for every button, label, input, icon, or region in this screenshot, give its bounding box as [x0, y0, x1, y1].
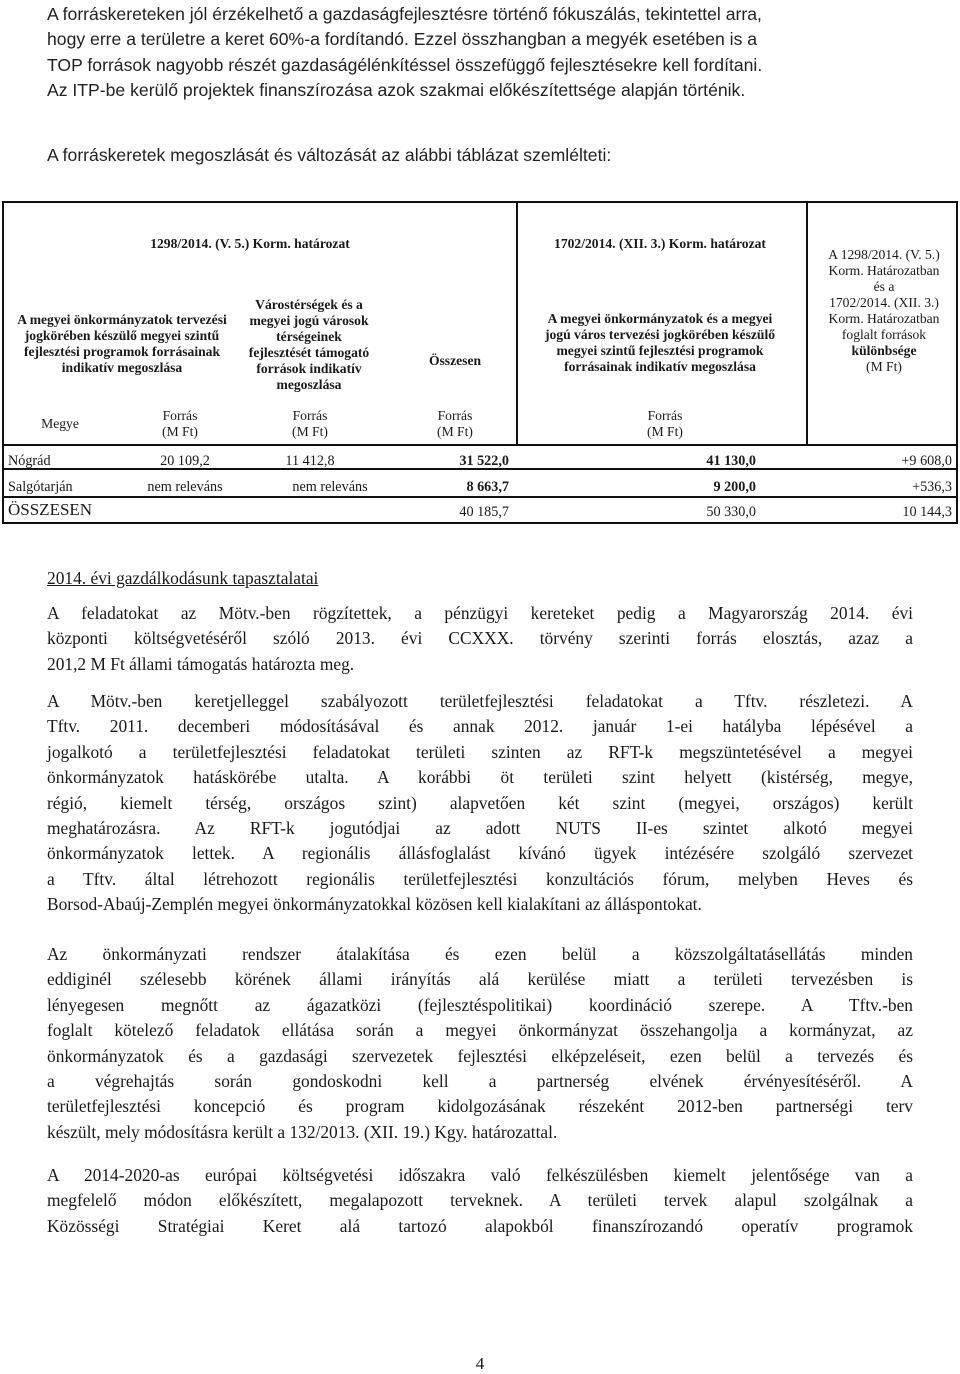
- unit-label: Forrás (M Ft): [437, 408, 473, 439]
- diff-header-line: és a: [873, 279, 895, 294]
- cell-value: nem releváns: [292, 479, 368, 495]
- paragraph-line: készült, mely módosításra került a 132/2013. (XII. 19.) Kgy. határozattal.: [47, 1121, 558, 1142]
- diff-header-line: 1702/2014. (XII. 3.): [829, 295, 939, 310]
- col-header-city-regions: Várostérségek és a megyei jogú városok térségeinek fejlesztését támogató források indikatív megoszlása: [248, 297, 370, 392]
- diff-header-line: (M Ft): [866, 359, 902, 374]
- paragraph-line: 201,2 M Ft állami támogatás határozta meg.: [47, 653, 355, 674]
- paragraph-line: A 2014-2020-as európai költségvetési időszakra való felkészülésben kiemelt jelentősége van a: [47, 1165, 913, 1185]
- cell-value: 20 109,2: [160, 453, 210, 469]
- col-header-county-programs: A megyei önkormányzatok tervezési jogkörében készülő megyei szintű fejlesztési programok forrásainak indikatív megoszlása: [17, 312, 227, 375]
- paragraph-line: önkormányzatok lettek. A regionális állásfoglalást kívánó ügyek intézésére szolgáló szervezet: [47, 843, 913, 864]
- table-border: [516, 201, 518, 445]
- paragraph-line: A Mötv.-ben keretjelleggel szabályozott területfejlesztési feladatokat a Tftv. részletezi. A: [47, 691, 913, 711]
- paragraph-line: Tftv. 2011. decemberi módosításával és annak 2012. január 1-ei hatályba lépésével a: [47, 716, 913, 737]
- paragraph-line: eddiginél szélesebb körének állami irányítás alá kerülése miatt a területi tervezésben is: [47, 969, 913, 990]
- paragraph-line: önkormányzatok hatáskörébe utalta. A korábbi öt területi szint helyett (kistérség, megye,: [47, 767, 913, 788]
- diff-header-line: foglalt források: [841, 327, 927, 342]
- paragraph-line: A feladatokat az Mötv.-ben rögzítettek, a pénzügyi kereteket pedig a Magyarország 2014. évi: [47, 603, 913, 623]
- row-side-border: [2, 444, 4, 524]
- paragraph-1: [47, 601, 913, 677]
- table-intro-line: A forráskeretek megoszlását és változását az alábbi táblázat szemlélteti:: [47, 145, 612, 165]
- paragraph-line: régió, kiemelt térség, országos szint) alapvetően két szint (megyei, országos) került: [47, 792, 913, 813]
- row-name: Salgótarján: [8, 479, 73, 495]
- paragraph-line: Borsod-Abaúj-Zemplén megyei önkormányzatokkal közösen kell kialakítani az álláspontokat.: [47, 894, 702, 915]
- section-heading: [47, 566, 913, 591]
- cell-value: 41 130,0: [706, 453, 756, 469]
- table-border: [2, 201, 958, 203]
- diff-header-line: különbsége: [851, 343, 917, 358]
- table-intro-text: [47, 143, 913, 168]
- group1-title: 1298/2014. (V. 5.) Korm. határozat: [150, 236, 350, 251]
- cell-value: nem releváns: [147, 479, 223, 495]
- paragraph-line: a végrehajtás során gondoskodni kell a partnerség elvének érvényesítéséről. A: [47, 1071, 913, 1092]
- diff-header-line: Korm. Határozatban: [828, 263, 940, 278]
- section-heading-text: 2014. évi gazdálkodásunk tapasztalatai: [47, 568, 319, 588]
- intro-paragraph: [47, 2, 913, 104]
- unit-label: Forrás (M Ft): [162, 408, 198, 439]
- col-header-group2: A megyei önkormányzatok és a megyei jogú város tervezési jogkörében készülő megyei szintű fejlesztési programok forrásainak indikatív megoszlása: [544, 311, 776, 374]
- diff-header-line: A 1298/2014. (V. 5.): [828, 247, 940, 262]
- row-divider: [2, 522, 958, 524]
- paragraph-line: megfelelő módon előkészített, megalapozott terveknek. A területi tervek alapul szolgálnak a: [47, 1190, 913, 1211]
- paragraph-line: meghatározásra. Az RFT-k jogutódjai az adott NUTS II-es szintet alkotó megyei: [47, 818, 913, 839]
- unit-label: Forrás (M Ft): [647, 408, 683, 439]
- row-side-border: [956, 444, 958, 524]
- table-border: [2, 201, 4, 445]
- unit-label: Forrás (M Ft): [292, 408, 328, 439]
- cell-value: 11 412,8: [285, 453, 335, 469]
- col-header-megye: Megye: [41, 416, 79, 431]
- page-number: 4: [475, 1354, 485, 1373]
- diff-header-line: Korm. Határozatban: [828, 311, 940, 326]
- col-header-total: Összesen: [428, 353, 482, 368]
- paragraph-line: a Tftv. által létrehozott regionális területfejlesztési konzultációs fórum, melyben Heves és: [47, 868, 913, 889]
- cell-value: 50 330,0: [706, 504, 756, 520]
- cell-value: 9 200,0: [713, 479, 756, 495]
- paragraph-2: [47, 689, 913, 918]
- intro-line: hogy erre a területre a keret 60%-a fordítandó. Ezzel összhangban a megyék esetében is a: [47, 29, 758, 50]
- intro-line: A forráskereteken jól érzékelhető a gazdaságfejlesztésre történő fókuszálás, tekintettel arra,: [47, 4, 762, 24]
- cell-value: 8 663,7: [466, 479, 509, 495]
- paragraph-line: Közösségi Stratégiai Keret alá tartozó alapokból finanszírozandó operatív programok: [47, 1215, 913, 1236]
- paragraph-line: jogalkotó a területfejlesztési feladatokat területi szinten az RFT-k megszüntetésével a megyei: [47, 741, 913, 762]
- cell-value: +536,3: [912, 479, 952, 495]
- intro-line: Az ITP-be kerülő projektek finanszírozása azok szakmai előkészítettsége alapján történik.: [47, 80, 746, 101]
- paragraph-3: [47, 942, 913, 1145]
- col-header-difference: [808, 247, 960, 375]
- cell-value: 40 185,7: [459, 504, 509, 520]
- table-border: [2, 444, 958, 446]
- row-name: Nógrád: [8, 453, 51, 469]
- row-name: ÖSSZESEN: [8, 500, 93, 519]
- row-divider: [2, 496, 958, 498]
- cell-value: +9 608,0: [901, 453, 952, 469]
- paragraph-line: önkormányzatok és a gazdasági szervezetek fejlesztési elképzeléseit, ezen belül a tervezés és: [47, 1045, 913, 1066]
- paragraph-line: foglalt kötelező feladatok ellátása során a megyei önkormányzat összehangolja a kormányzat, az: [47, 1020, 913, 1041]
- paragraph-line: területfejlesztési koncepció és program kidolgozásának részeként 2012-ben partnerségi terv: [47, 1096, 913, 1117]
- intro-line: TOP források nagyobb részét gazdaságélénkítéssel összefüggő fejlesztésekre kell fordítani.: [47, 54, 763, 75]
- paragraph-line: Az önkormányzati rendszer átalakítása és ezen belül a közszolgáltatásellátás minden: [47, 944, 913, 964]
- paragraph-line: lényegesen megnőtt az ágazatközi (fejlesztéspolitikai) koordináció szerepe. A Tftv.-ben: [47, 994, 913, 1015]
- cell-value: 10 144,3: [902, 504, 952, 520]
- paragraph-line: központi költségvetéséről szóló 2013. évi CCXXX. törvény szerinti forrás elosztás, azaz a: [47, 628, 913, 649]
- group2-title: 1702/2014. (XII. 3.) Korm. határozat: [554, 236, 766, 251]
- paragraph-4: [47, 1163, 913, 1239]
- cell-value: 31 522,0: [459, 453, 509, 469]
